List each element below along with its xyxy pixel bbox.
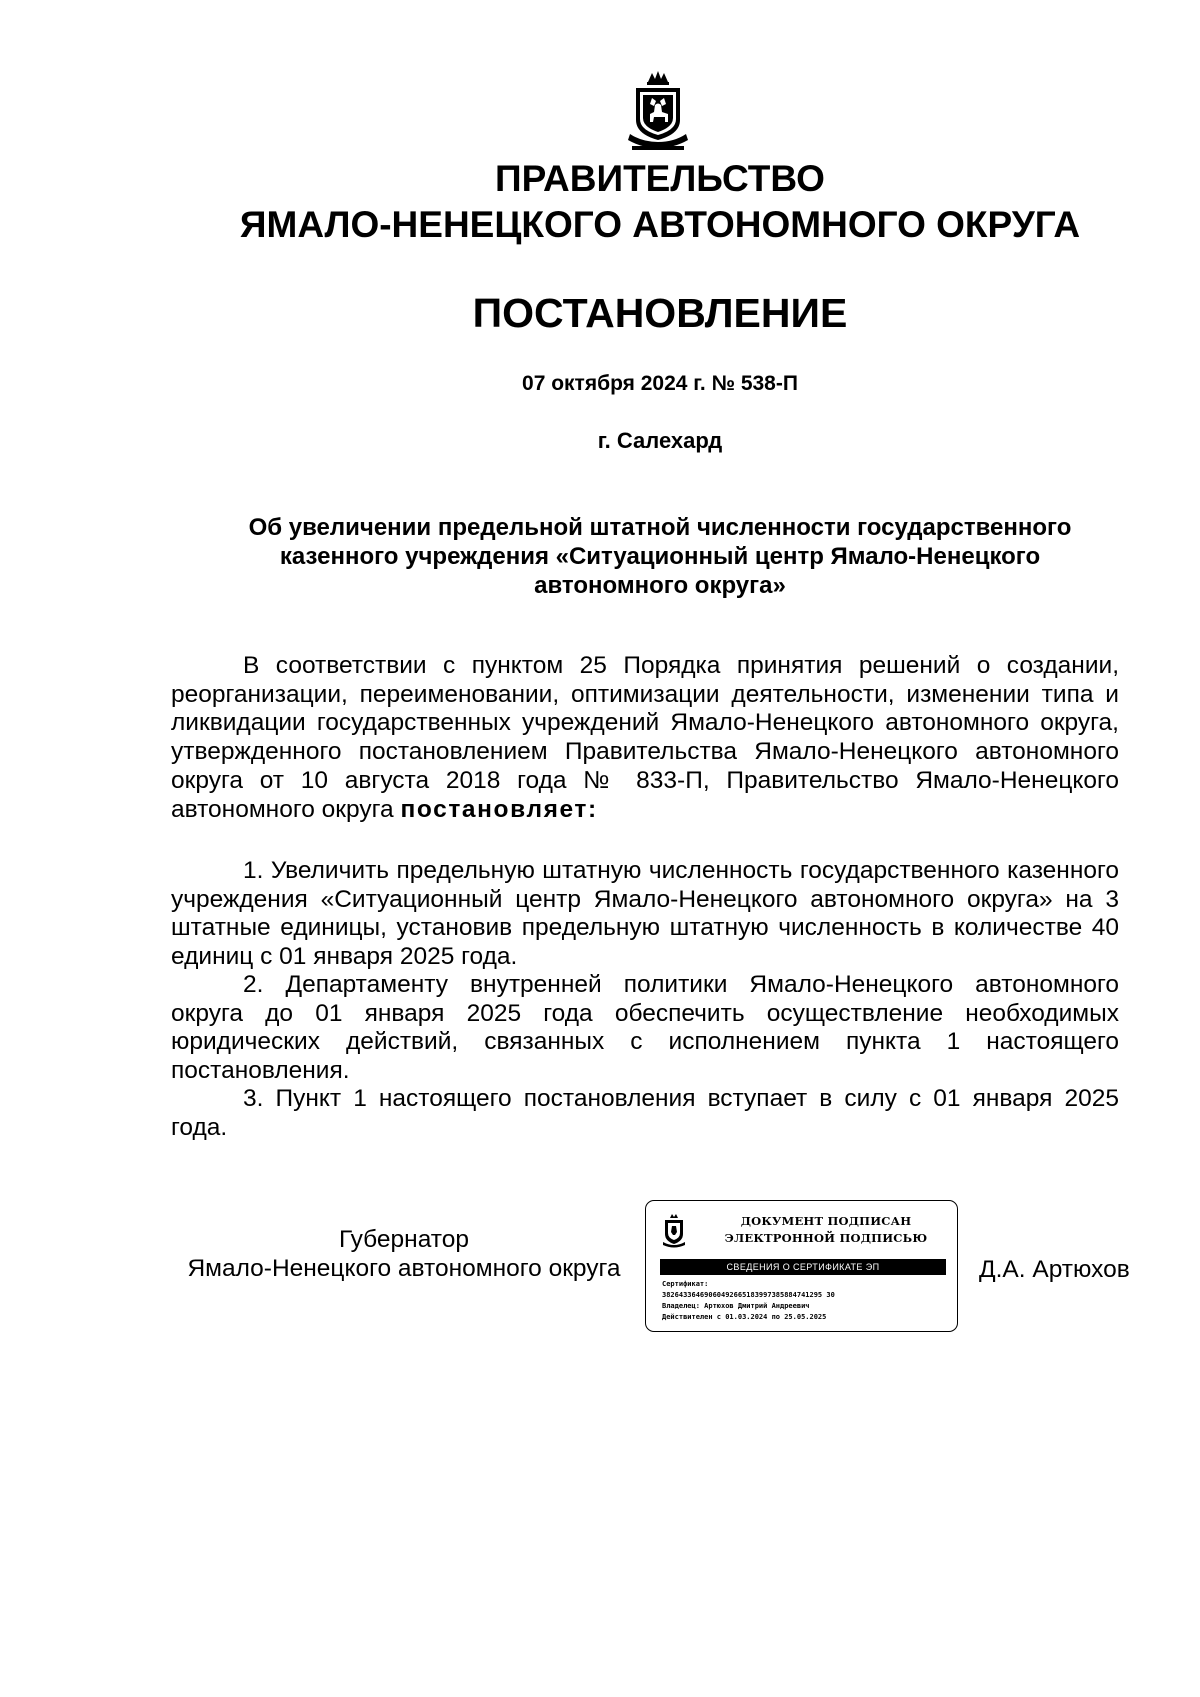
government-name-line1: ПРАВИТЕЛЬСТВО <box>495 158 825 199</box>
intro-text: В соответствии с пунктом 25 Порядка принятия решений о создании, реорганизации, переименовании, оптимизации деятельности, изменении типа и ликвидации государственных учреждений Ямало-Ненецкого автономного округа, утвержденного постановлением Правительства Ямало-Ненецкого автономного округа от 10 августа 2018 года № 833-П, Правительство Ямало-Ненецкого автономного округа <box>171 652 1119 823</box>
government-name-line2: ЯМАЛО-НЕНЕЦКОГО АВТОНОМНОГО ОКРУГА <box>239 204 1081 245</box>
stamp-heading-line2: ЭЛЕКТРОННОЙ ПОДПИСЬЮ <box>724 1231 928 1245</box>
decree-item-1-text: 1. Увеличить предельную штатную численность государственного казенного учреждения «Ситуационный центр Ямало-Ненецкого автономного округа» на 3 штатные единицы, установив предельную штатную численность в количестве 40 единиц с 01 января 2025 года. <box>171 857 1119 971</box>
signatory-name: Д.А. Артюхов <box>979 1256 1130 1283</box>
certificate-label: Сертификат: <box>662 1280 709 1288</box>
date-and-number: 07 октября 2024 г. № 538-П <box>522 372 798 395</box>
certificate-details <box>662 1279 835 1323</box>
stamp-heading-line1: ДОКУМЕНТ ПОДПИСАН <box>740 1214 912 1228</box>
decree-item-2-text: 2. Департаменту внутренней политики Ямало-Ненецкого автономного округа до 01 января 2025 года обеспечить осуществление необходимых юридических действий, связанных с исполнением пункта 1 настоящего постановления. <box>171 971 1119 1085</box>
document-type: ПОСТАНОВЛЕНИЕ <box>472 290 848 336</box>
decree-item-2 <box>171 971 1119 1086</box>
stamp-coat-of-arms-icon <box>660 1213 688 1249</box>
decree-item-1 <box>171 857 1119 972</box>
electronic-signature-stamp <box>645 1200 958 1332</box>
decree-item-3 <box>171 1085 1119 1142</box>
decree-word: постановляет: <box>400 795 598 823</box>
coat-of-arms-icon <box>622 68 694 154</box>
signatory-title-line2: Ямало-Ненецкого автономного округа <box>187 1254 621 1282</box>
intro-paragraph <box>171 652 1119 824</box>
document-subject: Об увеличении предельной штатной численности государственного казенного учреждения «Ситуационный центр Ямало-Ненецкого автономного округа» <box>248 514 1072 599</box>
certificate-owner: Владелец: Артюхов Дмитрий Андреевич <box>662 1302 810 1310</box>
stamp-heading <box>706 1213 946 1247</box>
signatory-title <box>171 1226 637 1283</box>
certificate-validity: Действителен с 01.03.2024 по 25.05.2025 <box>662 1313 827 1321</box>
certificate-info-bar: СВЕДЕНИЯ О СЕРТИФИКАТЕ ЭП <box>660 1259 946 1275</box>
signatory-title-line1: Губернатор <box>339 1226 469 1253</box>
city: г. Салехард <box>597 428 723 453</box>
decree-item-3-text: 3. Пункт 1 настоящего постановления вступает в силу с 01 января 2025 года. <box>171 1085 1119 1141</box>
certificate-number: 38264336469060492665183997385884741295 30 <box>662 1291 835 1299</box>
